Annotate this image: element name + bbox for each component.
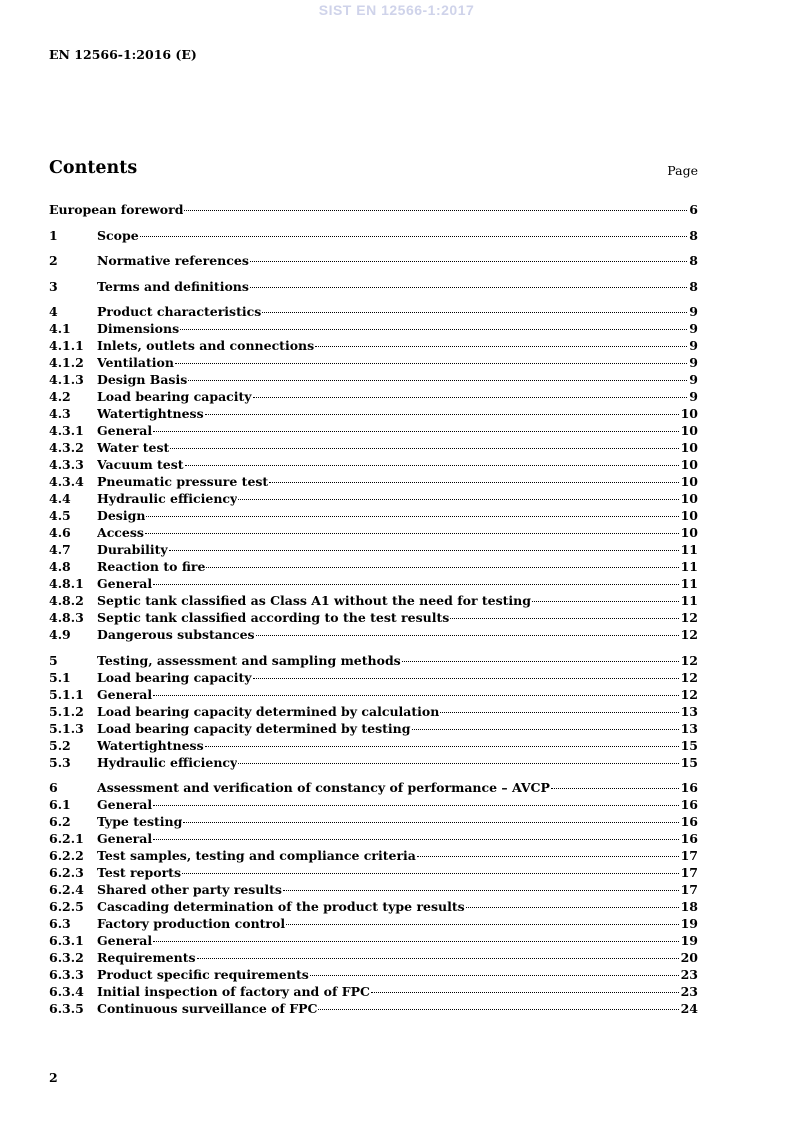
- toc-dot-leader: [371, 992, 679, 993]
- toc-dot-leader: [140, 236, 688, 237]
- toc-entry-number: 4.8.1: [49, 576, 84, 591]
- toc-entry[interactable]: [49, 983, 698, 1000]
- toc-entry-number: 6.2.5: [49, 899, 84, 914]
- toc-entry[interactable]: [49, 558, 698, 575]
- toc-entry[interactable]: [49, 720, 698, 737]
- toc-entry-page: 10: [680, 474, 698, 489]
- toc-dot-leader: [250, 261, 687, 262]
- toc-entry[interactable]: [49, 609, 698, 626]
- toc-dot-leader: [551, 788, 679, 789]
- toc-entry-title: Design Basis: [97, 372, 188, 387]
- toc-entry-number: 5.1.3: [49, 720, 84, 736]
- toc-entry-page: 11: [680, 542, 698, 557]
- toc-entry-page: 10: [680, 508, 698, 523]
- toc-dot-leader: [417, 856, 679, 857]
- toc-entry-page: 6: [689, 202, 698, 217]
- toc-entry-number: 4.8: [49, 559, 71, 574]
- toc-entry-number: 4.1.1: [49, 338, 84, 353]
- toc-entry[interactable]: [49, 966, 698, 983]
- toc-entry[interactable]: [49, 575, 698, 592]
- toc-entry-title: European foreword: [49, 202, 184, 217]
- toc-entry-title: Load bearing capacity: [97, 389, 252, 404]
- toc-entry-number: 4.3.1: [49, 423, 84, 438]
- toc-entry-page: 16: [680, 780, 698, 795]
- toc-entry[interactable]: [49, 592, 698, 609]
- toc-entry-title: Type testing: [97, 814, 183, 829]
- toc-entry-page: 19: [680, 916, 698, 931]
- toc-entry-number: 6.3.2: [49, 950, 84, 965]
- toc-entry-page: 16: [680, 797, 698, 812]
- toc-entry-title: Load bearing capacity determined by calculation: [97, 703, 440, 719]
- toc-dot-leader: [153, 431, 678, 432]
- toc-entry-number: 4.3.3: [49, 457, 84, 472]
- toc-entry[interactable]: [49, 227, 698, 244]
- toc-entry-page: 20: [680, 950, 698, 965]
- toc-entry-page: 9: [689, 338, 698, 353]
- toc-dot-leader: [253, 678, 679, 679]
- toc-dot-leader: [197, 958, 679, 959]
- toc-dot-leader: [153, 941, 678, 942]
- toc-dot-leader: [402, 661, 679, 662]
- toc-entry-title: Water test: [97, 440, 170, 455]
- toc-dot-leader: [238, 763, 678, 764]
- toc-entry-number: 6.2.2: [49, 848, 84, 863]
- toc-entry-number: 4.6: [49, 525, 71, 540]
- page-number: 2: [49, 1070, 58, 1085]
- toc-entry-number: 4: [49, 304, 58, 319]
- toc-entry[interactable]: [49, 813, 698, 830]
- toc-entry-page: 17: [680, 865, 698, 880]
- watermark: SIST EN 12566-1:2017: [318, 2, 475, 18]
- toc-dot-leader: [185, 465, 679, 466]
- toc-entry-page: 10: [680, 457, 698, 472]
- toc-entry-page: 8: [689, 253, 698, 268]
- toc-entry-page: 12: [680, 669, 698, 685]
- toc-entry-page: 8: [689, 278, 698, 294]
- toc-dot-leader: [450, 618, 678, 619]
- toc-dot-leader: [153, 695, 678, 696]
- toc-entry-number: 4.7: [49, 542, 71, 557]
- toc-entry[interactable]: [49, 686, 698, 703]
- toc-entry-number: 4.3: [49, 406, 71, 421]
- toc-entry-title: Assessment and verification of constancy of performance – AVCP: [97, 780, 550, 795]
- toc-entry[interactable]: [49, 371, 698, 388]
- toc-entry-number: 6.3.1: [49, 933, 84, 948]
- toc-entry[interactable]: [49, 669, 698, 686]
- toc-dot-leader: [205, 746, 679, 747]
- toc-entry-title: Test samples, testing and compliance criteria: [97, 848, 416, 863]
- toc-entry-number: 4.3.2: [49, 440, 84, 455]
- toc-dot-leader: [183, 822, 678, 823]
- toc-entry-number: 4.1.3: [49, 372, 84, 387]
- toc-entry-number: 6.3.3: [49, 967, 84, 982]
- toc-entry-page: 9: [689, 355, 698, 370]
- toc-entry[interactable]: [49, 932, 698, 949]
- toc-entry[interactable]: [49, 737, 698, 754]
- toc-entry-title: General: [97, 686, 153, 702]
- toc-dot-leader: [315, 346, 687, 347]
- toc-entry-title: Cascading determination of the product type results: [97, 899, 465, 914]
- toc-entry-page: 12: [680, 652, 698, 668]
- toc-entry-title: Dimensions: [97, 321, 180, 336]
- toc-entry-title: Testing, assessment and sampling methods: [97, 652, 401, 668]
- toc-entry-number: 4.3.4: [49, 474, 84, 489]
- table-of-contents: [49, 201, 698, 1017]
- toc-entry-title: Design: [97, 508, 146, 523]
- toc-entry-page: 12: [680, 686, 698, 702]
- toc-entry-page: 11: [680, 559, 698, 574]
- toc-entry-title: Initial inspection of factory and of FPC: [97, 984, 370, 999]
- toc-entry-page: 16: [680, 831, 698, 846]
- toc-entry[interactable]: [49, 541, 698, 558]
- toc-entry-title: Shared other party results: [97, 882, 282, 897]
- toc-dot-leader: [256, 635, 679, 636]
- toc-entry-page: 10: [680, 440, 698, 455]
- toc-entry[interactable]: [49, 847, 698, 864]
- toc-entry-title: Continuous surveillance of FPC: [97, 1001, 318, 1016]
- contents-heading: Contents: [49, 158, 138, 178]
- toc-entry-number: 5.3: [49, 754, 71, 770]
- toc-entry[interactable]: [49, 1000, 698, 1017]
- toc-entry-page: 19: [680, 933, 698, 948]
- toc-dot-leader: [180, 329, 687, 330]
- toc-entry-number: 3: [49, 278, 58, 294]
- toc-entry-title: Requirements: [97, 950, 196, 965]
- toc-dot-leader: [250, 287, 687, 288]
- toc-dot-leader: [153, 584, 678, 585]
- toc-dot-leader: [253, 397, 688, 398]
- toc-entry[interactable]: [49, 524, 698, 541]
- toc-entry[interactable]: [49, 949, 698, 966]
- toc-entry-number: 4.4: [49, 491, 71, 506]
- toc-dot-leader: [145, 533, 679, 534]
- toc-entry[interactable]: [49, 337, 698, 354]
- toc-entry-page: 10: [680, 423, 698, 438]
- toc-dot-leader: [170, 448, 678, 449]
- toc-entry-number: 4.9: [49, 627, 71, 642]
- toc-entry-title: Access: [97, 525, 144, 540]
- toc-entry[interactable]: [49, 439, 698, 456]
- toc-entry-number: 5: [49, 652, 58, 668]
- toc-entry-number: 6: [49, 780, 58, 795]
- toc-entry-title: General: [97, 797, 153, 812]
- toc-dot-leader: [286, 924, 678, 925]
- toc-entry-page: 15: [680, 737, 698, 753]
- toc-dot-leader: [188, 380, 687, 381]
- toc-entry[interactable]: [49, 354, 698, 371]
- toc-entry[interactable]: [49, 422, 698, 439]
- toc-entry-page: 9: [689, 304, 698, 319]
- toc-entry[interactable]: [49, 703, 698, 720]
- toc-dot-leader: [532, 601, 679, 602]
- toc-entry-title: Factory production control: [97, 916, 286, 931]
- toc-dot-leader: [205, 414, 679, 415]
- toc-entry-title: Scope: [97, 227, 139, 243]
- toc-entry-page: 9: [689, 372, 698, 387]
- toc-entry[interactable]: [49, 405, 698, 422]
- toc-entry[interactable]: [49, 830, 698, 847]
- toc-entry-page: 15: [680, 754, 698, 770]
- toc-entry[interactable]: [49, 201, 698, 218]
- toc-entry[interactable]: [49, 626, 698, 643]
- toc-entry-page: 10: [680, 406, 698, 421]
- toc-dot-leader: [440, 712, 678, 713]
- toc-entry-page: 24: [680, 1001, 698, 1016]
- toc-entry[interactable]: [49, 864, 698, 881]
- toc-entry-title: Test reports: [97, 865, 181, 880]
- toc-dot-leader: [269, 482, 678, 483]
- toc-entry-page: 9: [689, 389, 698, 404]
- toc-entry[interactable]: [49, 754, 698, 771]
- toc-entry-title: Inlets, outlets and connections: [97, 338, 315, 353]
- toc-entry-number: 6.2.4: [49, 882, 84, 897]
- document-identifier: EN 12566-1:2016 (E): [49, 47, 197, 62]
- toc-entry-number: 6.3: [49, 916, 71, 931]
- toc-entry-number: 6.2: [49, 814, 71, 829]
- toc-entry-page: 9: [689, 321, 698, 336]
- toc-entry-title: Load bearing capacity determined by testing: [97, 720, 411, 736]
- toc-entry[interactable]: [49, 507, 698, 524]
- toc-entry-number: 6.1: [49, 797, 71, 812]
- toc-dot-leader: [318, 1009, 678, 1010]
- toc-dot-leader: [169, 550, 679, 551]
- toc-entry-title: Vacuum test: [97, 457, 184, 472]
- toc-entry-page: 11: [680, 576, 698, 591]
- toc-entry-title: General: [97, 423, 153, 438]
- toc-entry-number: 1: [49, 227, 58, 243]
- toc-entry-page: 10: [680, 491, 698, 506]
- toc-entry-number: 4.8.2: [49, 593, 84, 608]
- toc-entry-title: Product specific requirements: [97, 967, 309, 982]
- toc-entry-page: 12: [680, 627, 698, 642]
- toc-entry-number: 5.1: [49, 669, 71, 685]
- toc-entry-page: 13: [680, 720, 698, 736]
- toc-entry-number: 6.2.1: [49, 831, 84, 846]
- toc-entry-number: 4.5: [49, 508, 71, 523]
- toc-entry-title: Dangerous substances: [97, 627, 255, 642]
- toc-dot-leader: [153, 839, 678, 840]
- toc-dot-leader: [153, 805, 678, 806]
- toc-entry-title: Pneumatic pressure test: [97, 474, 269, 489]
- toc-entry-number: 2: [49, 253, 58, 268]
- toc-entry-number: 4.1.2: [49, 355, 84, 370]
- toc-entry-page: 10: [680, 525, 698, 540]
- toc-entry[interactable]: [49, 796, 698, 813]
- toc-entry-number: 6.3.4: [49, 984, 84, 999]
- toc-entry-title: Hydraulic efficiency: [97, 754, 238, 770]
- toc-entry-page: 16: [680, 814, 698, 829]
- toc-entry[interactable]: [49, 915, 698, 932]
- toc-entry-title: Septic tank classified as Class A1 without the need for testing: [97, 593, 531, 608]
- toc-entry[interactable]: [49, 320, 698, 337]
- toc-entry[interactable]: [49, 388, 698, 405]
- toc-entry-title: Hydraulic efficiency: [97, 491, 238, 506]
- toc-entry-page: 17: [680, 848, 698, 863]
- toc-entry-page: 18: [680, 899, 698, 914]
- toc-entry-title: Durability: [97, 542, 168, 557]
- page-column-label: Page: [667, 163, 698, 178]
- toc-entry-page: 8: [689, 227, 698, 243]
- toc-entry-page: 12: [680, 610, 698, 625]
- toc-entry-number: 4.1: [49, 321, 71, 336]
- toc-entry[interactable]: [49, 473, 698, 490]
- toc-entry-title: General: [97, 933, 153, 948]
- toc-dot-leader: [184, 210, 687, 211]
- toc-entry[interactable]: [49, 278, 698, 295]
- toc-entry-page: 11: [680, 593, 698, 608]
- toc-entry-number: 4.2: [49, 389, 71, 404]
- toc-dot-leader: [412, 729, 679, 730]
- toc-entry-title: General: [97, 576, 153, 591]
- toc-entry[interactable]: [49, 490, 698, 507]
- toc-dot-leader: [175, 363, 687, 364]
- toc-dot-leader: [206, 567, 678, 568]
- toc-entry[interactable]: [49, 252, 698, 269]
- toc-entry-title: Reaction to fire: [97, 559, 206, 574]
- toc-entry-number: 6.3.5: [49, 1001, 84, 1016]
- toc-dot-leader: [238, 499, 678, 500]
- toc-entry-title: Load bearing capacity: [97, 669, 252, 685]
- toc-entry[interactable]: [49, 456, 698, 473]
- toc-entry-title: Product characteristics: [97, 304, 262, 319]
- toc-entry-title: General: [97, 831, 153, 846]
- toc-entry[interactable]: [49, 779, 698, 796]
- toc-entry-page: 23: [680, 984, 698, 999]
- toc-entry-title: Normative references: [97, 253, 249, 268]
- toc-entry-page: 13: [680, 703, 698, 719]
- toc-dot-leader: [182, 873, 679, 874]
- toc-entry-number: 5.2: [49, 737, 71, 753]
- toc-entry-title: Ventilation: [97, 355, 174, 370]
- toc-entry-title: Septic tank classified according to the test results: [97, 610, 450, 625]
- toc-entry-number: 5.1.1: [49, 686, 84, 702]
- toc-entry-title: Watertightness: [97, 737, 204, 753]
- toc-dot-leader: [310, 975, 679, 976]
- toc-entry-page: 17: [680, 882, 698, 897]
- toc-entry-title: Watertightness: [97, 406, 204, 421]
- toc-entry[interactable]: [49, 303, 698, 320]
- toc-entry[interactable]: [49, 881, 698, 898]
- toc-dot-leader: [262, 312, 687, 313]
- toc-entry[interactable]: [49, 898, 698, 915]
- toc-entry[interactable]: [49, 652, 698, 669]
- toc-dot-leader: [283, 890, 679, 891]
- toc-entry-page: 23: [680, 967, 698, 982]
- toc-entry-number: 4.8.3: [49, 610, 84, 625]
- toc-entry-number: 5.1.2: [49, 703, 84, 719]
- toc-dot-leader: [146, 516, 678, 517]
- toc-entry-title: Terms and definitions: [97, 278, 249, 294]
- toc-entry-number: 6.2.3: [49, 865, 84, 880]
- toc-dot-leader: [466, 907, 679, 908]
